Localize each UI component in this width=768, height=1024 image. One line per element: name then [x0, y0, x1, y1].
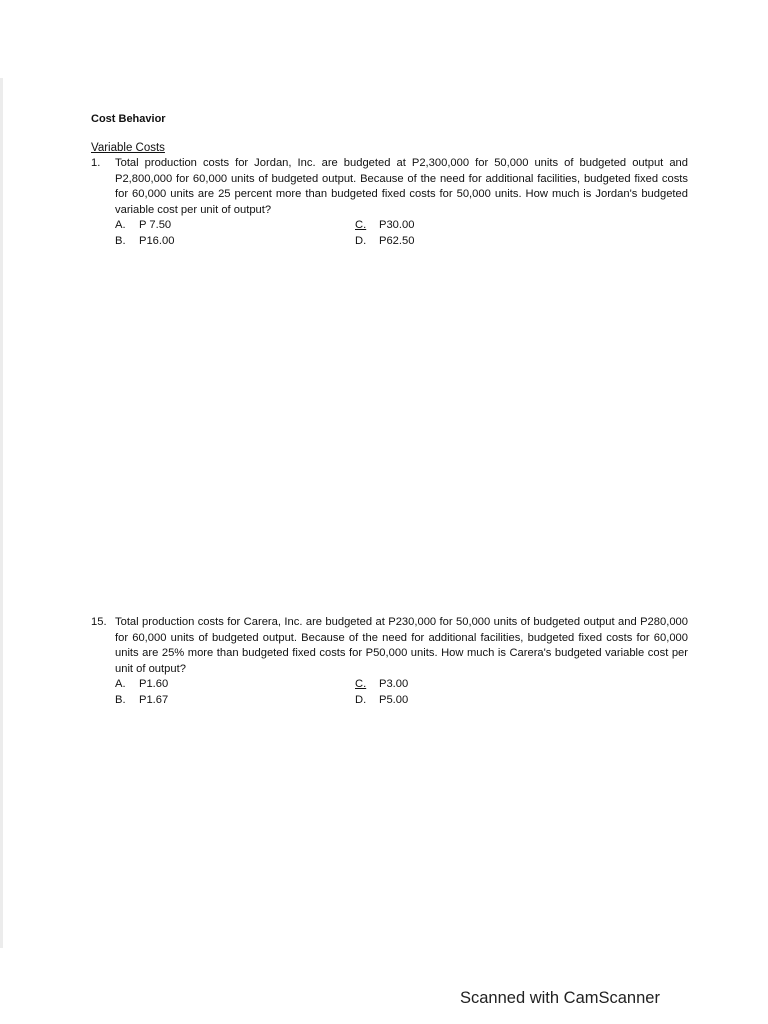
option-b: B. P16.00: [115, 234, 175, 247]
question-15-block: [91, 615, 688, 708]
subheading-variable-costs: Variable Costs: [91, 141, 165, 154]
question-15-options: [115, 677, 688, 708]
question-15: [91, 615, 688, 677]
page-edge: [0, 78, 3, 948]
option-b: B. P1.67: [115, 693, 169, 706]
question-number: 15.: [91, 616, 107, 628]
question-1-options: [115, 218, 688, 249]
option-d: D. P5.00: [355, 693, 409, 706]
question-text: Total production costs for Jordan, Inc. are budgeted at P2,300,000 for 50,000 units of budgeted output and P2,800,000 for 60,000 units of budgeted output. Because of the need for additional facilities, budgeted fixed costs for 60,000 units are 25 percent more than budgeted fixed costs for 50,000 units. How much is Jordan's budgeted variable cost per unit of output?: [115, 157, 688, 216]
option-c: C. P3.00: [355, 678, 409, 690]
option-a: A. P1.60: [115, 678, 169, 690]
scanner-watermark: Scanned with CamScanner: [460, 989, 660, 1007]
section-title: Cost Behavior: [91, 113, 166, 125]
document-body: [91, 112, 688, 249]
question-number: 1.: [91, 157, 101, 169]
option-c: C. P30.00: [355, 219, 415, 231]
option-d: D. P62.50: [355, 234, 415, 247]
option-a: A. P 7.50: [115, 219, 172, 231]
question-text: Total production costs for Carera, Inc. are budgeted at P230,000 for 50,000 units of budgeted output and P280,000 for 60,000 units of budgeted output. Because of the need for additional facilities, budgeted fixed costs for 60,000 units are 25% more than budgeted fixed costs for P50,000 units. How much is Carera's budgeted variable cost per unit of output?: [115, 616, 688, 675]
question-1: [91, 156, 688, 218]
